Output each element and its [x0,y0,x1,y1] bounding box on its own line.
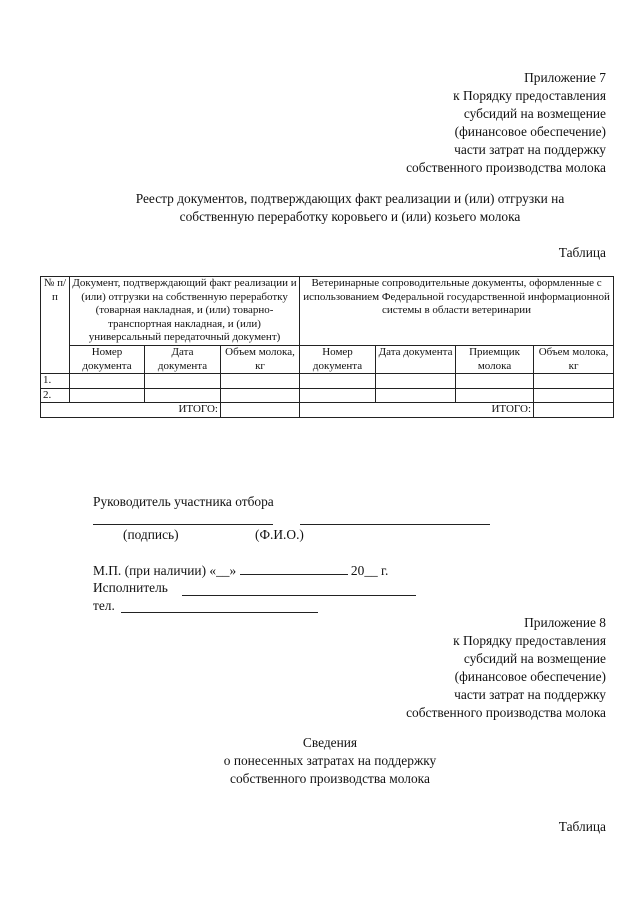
col-milk-receiver: Приемщик молока [456,345,534,373]
appendix-7-header [306,69,606,177]
col-group-sale-documents: Документ, подтверждающий факт реализации и (или) отгрузки на собственную переработку (товарная накладная, и (или) товарно-транспортная накладная, и (или) универсальный передаточный документ) [70,277,300,346]
table-label: Таблица [558,819,606,834]
table-cell[interactable] [376,388,456,403]
table-total-row [41,403,614,418]
phone-label: тел. [93,598,115,613]
head-of-participant-label: Руководитель участника отбора [93,494,274,509]
appendix-8-line: (финансовое обеспечение) [454,669,606,684]
table-row [41,374,614,389]
appendix-8-line: к Порядку предоставления [453,633,606,648]
seal-prefix: М.П. (при наличии) « [93,563,217,578]
table-cell[interactable] [145,388,221,403]
total-cell-sale[interactable] [221,403,300,418]
appendix-7-line: Приложение 7 [524,70,606,85]
appendix-8-line: Приложение 8 [524,615,606,630]
phone-line[interactable] [121,612,318,613]
total-label-vet: ИТОГО: [300,403,534,418]
appendix-8-header [306,614,606,722]
col-vet-doc-number: Номер документа [300,345,376,373]
registry-title-line-1: Реестр документов, подтверждающих факт реализации и (или) отгрузки на [135,191,565,206]
signature-line[interactable] [93,524,273,525]
signature-caption: (подпись) [123,527,179,542]
seal-mid: » [229,563,237,578]
appendix-7-line: к Порядку предоставления [453,88,606,103]
appendix-8-line: субсидий на возмещение [463,651,606,666]
col-group-vet-documents: Ветеринарные сопроводительные документы, оформленные с использованием Федеральной государственной информационной системы в области ветеринарии [300,277,614,346]
info-title-line-3: собственного производства молока [230,771,430,786]
col-doc-date: Дата документа [145,345,221,373]
col-vet-milk-volume: Объем молока, кг [534,345,614,373]
table-subheader-row [41,345,614,373]
seal-day[interactable]: __ [216,563,230,578]
table-cell[interactable] [145,374,221,389]
table-cell[interactable] [534,374,614,389]
table-cell[interactable] [300,388,376,403]
info-title-line-1: Сведения [302,735,358,750]
registry-title-line-2: собственную переработку коровьего и (или) козьего молока [179,209,521,224]
table-cell[interactable] [70,388,145,403]
registry-table [40,276,614,418]
registry-title [95,190,605,226]
col-milk-volume: Объем молока, кг [221,345,300,373]
seal-date-line [93,562,613,580]
table-row [41,388,614,403]
total-label-sale: ИТОГО: [41,403,221,418]
appendix-8-line: части затрат на поддержку [454,687,606,702]
executor-label: Исполнитель [93,580,168,595]
table-cell[interactable] [456,374,534,389]
fio-line[interactable] [300,524,490,525]
appendix-7-line: части затрат на поддержку [454,142,606,157]
seal-year: 20__ г. [350,563,389,578]
table-cell[interactable] [221,374,300,389]
table-label: Таблица [558,245,606,260]
total-cell-vet[interactable] [534,403,614,418]
table-cell[interactable] [70,374,145,389]
col-number-header: № п/п [41,277,70,374]
appendix-8-line: собственного производства молока [406,705,606,720]
row-number: 2. [41,388,70,403]
table-cell[interactable] [376,374,456,389]
table-cell[interactable] [534,388,614,403]
appendix-7-line: (финансовое обеспечение) [454,124,606,139]
info-title [180,734,480,788]
fio-caption: (Ф.И.О.) [255,527,304,542]
table-cell[interactable] [300,374,376,389]
col-vet-doc-date: Дата документа [376,345,456,373]
table-header-row [41,277,614,346]
info-title-line-2: о понесенных затратах на поддержку [223,753,437,768]
month-line[interactable] [240,562,348,575]
executor-line[interactable] [182,595,416,596]
row-number: 1. [41,374,70,389]
table-cell[interactable] [456,388,534,403]
appendix-7-line: собственного производства молока [406,160,606,175]
col-doc-number: Номер документа [70,345,145,373]
appendix-7-line: субсидий на возмещение [463,106,606,121]
table-cell[interactable] [221,388,300,403]
